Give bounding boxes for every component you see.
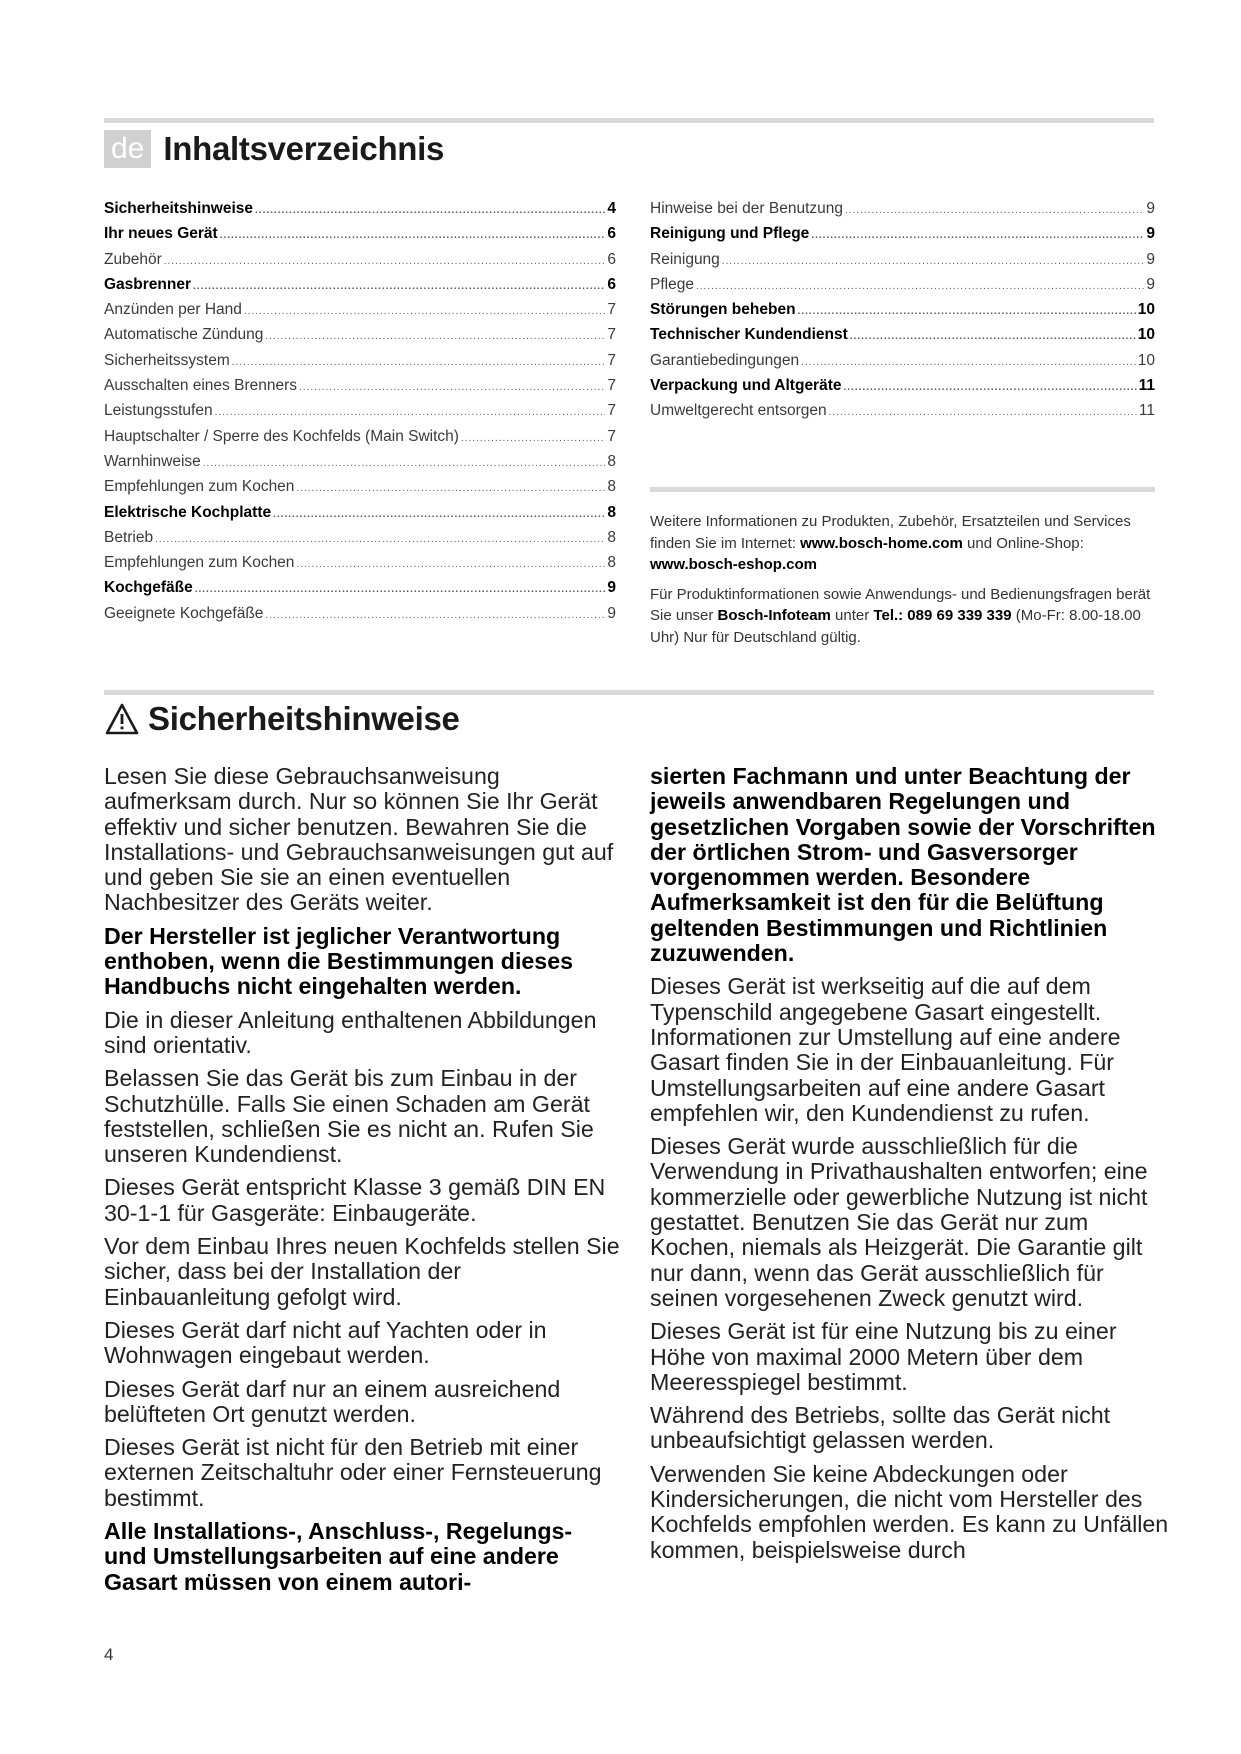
toc-leader-dots [155, 527, 605, 550]
toc-entry[interactable] [104, 550, 616, 575]
toc-leader-dots [164, 249, 606, 272]
toc-entry-label: Kochgefäße [104, 579, 193, 597]
toc-header [104, 128, 444, 170]
safety-paragraph: Vor dem Einbau Ihres neuen Kochfelds stellen Sie sicher, dass bei der Installation der Einbauanleitung gefolgt wird. [104, 1233, 620, 1310]
toc-entry-page: 8 [607, 503, 616, 521]
toc-leader-dots [203, 451, 606, 474]
toc-entry[interactable] [104, 424, 616, 449]
info-online: Weitere Informationen zu Produkten, Zubehör, Ersatzteilen und Services finden Sie im Internet: www.bosch-home.com und Online-Shop: www.bosch-eshop.com [650, 513, 1131, 573]
toc-leader-dots [232, 350, 606, 373]
toc-entry-label: Leistungsstufen [104, 402, 213, 420]
section-divider [104, 690, 1154, 695]
safety-paragraph: Dieses Gerät ist für eine Nutzung bis zu einer Höhe von maximal 2000 Metern über dem Meeresspiegel bestimmt. [650, 1318, 1117, 1395]
toc-entry-label: Reinigung und Pflege [650, 225, 810, 243]
toc-entry-label: Betrieb [104, 528, 154, 546]
toc-entry-page: 10 [1137, 301, 1155, 319]
toc-leader-dots [255, 198, 605, 221]
toc-entry-label: Ihr neues Gerät [104, 225, 218, 243]
toc-entry[interactable] [104, 525, 616, 550]
toc-entry[interactable] [104, 348, 616, 373]
toc-entry-page: 4 [607, 200, 616, 217]
toc-entry-label: Hauptschalter / Sperre des Kochfelds (Main Switch) [104, 427, 459, 445]
toc-leader-dots [461, 426, 605, 449]
toc-entry-label: Reinigung [650, 250, 720, 268]
toc-entry[interactable] [650, 398, 1155, 423]
toc-entry[interactable] [650, 196, 1155, 221]
toc-leader-dots [273, 502, 605, 525]
toc-leader-dots [845, 198, 1144, 221]
toc-entry-label: Gasbrenner [104, 275, 192, 293]
toc-entry[interactable] [650, 373, 1155, 398]
safety-paragraph: Dieses Gerät ist werkseitig auf die auf dem Typenschild angegebene Gasart eingestellt. Informationen zur Umstellung auf eine andere Gasart finden Sie in der Einbauanleitung. Für Umstellungsarbeiten auf eine andere Gasart empfehlen wir, den Kundendienst zu rufen. [650, 973, 1121, 1126]
safety-paragraph: Lesen Sie diese Gebrauchsanweisung aufmerksam durch. Nur so können Sie Ihr Gerät effektiv und sicher benutzen. Bewahren Sie die Installations- und Gebrauchsanweisungen gut auf und geben Sie sie an einen eventuellen Nachbesitzer des Geräts weiter. [104, 763, 614, 916]
toc-entry-page: 11 [1138, 402, 1155, 420]
toc-entry-label: Warnhinweise [104, 452, 201, 470]
toc-entry[interactable] [650, 297, 1155, 322]
toc-left-column [104, 196, 616, 626]
toc-entry-label: Pflege [650, 275, 694, 293]
toc-entry-label: Automatische Zündung [104, 326, 264, 344]
toc-entry[interactable] [104, 196, 616, 221]
safety-paragraph: Dieses Gerät darf nur an einem ausreichend belüfteten Ort genutzt werden. [104, 1375, 561, 1427]
safety-title: Sicherheitshinweise [148, 700, 460, 737]
toc-leader-dots [801, 350, 1136, 373]
toc-leader-dots [215, 400, 606, 423]
safety-header [104, 697, 460, 741]
toc-leader-dots [265, 603, 605, 626]
toc-entry-label: Garantiebedingungen [650, 351, 800, 369]
toc-leader-dots [696, 274, 1144, 297]
toc-entry[interactable] [104, 247, 616, 272]
safety-paragraph: Alle Installations-, Anschluss-, Regelungs- und Umstellungsarbeiten auf eine andere Gasart müssen von einem autori- [104, 1518, 573, 1595]
toc-entry-page: 7 [607, 351, 616, 369]
toc-leader-dots [244, 299, 605, 322]
toc-entry-page: 9 [1146, 275, 1155, 293]
toc-entry-page: 7 [607, 301, 616, 319]
toc-entry-page: 10 [1137, 326, 1155, 344]
toc-entry[interactable] [104, 449, 616, 474]
safety-paragraph: Der Hersteller ist jeglicher Verantwortung enthoben, wenn die Bestimmungen dieses Handbuchs nicht eingehalten werden. [104, 922, 573, 1000]
toc-entry[interactable] [104, 500, 616, 525]
phone-number: Tel.: 089 69 339 339 [873, 607, 1012, 624]
toc-entry[interactable] [104, 297, 616, 322]
toc-entry-label: Sicherheitssystem [104, 351, 230, 369]
toc-entry[interactable] [104, 575, 616, 600]
toc-entry-page: 10 [1137, 351, 1155, 369]
toc-leader-dots [722, 249, 1145, 272]
toc-entry[interactable] [104, 373, 616, 398]
safety-paragraph: Die in dieser Anleitung enthaltenen Abbildungen sind orientativ. [104, 1006, 597, 1058]
safety-paragraph: sierten Fachmann und unter Beachtung der jeweils anwendbaren Regelungen und gesetzlichen Vorgaben sowie der Vorschriften der örtlichen Strom- und Gasversorger vorgenommen werden. Besondere Aufmerksamkeit ist den für die Belüftung geltenden Bestimmungen und Richtlinien zuzuwenden. [650, 763, 1156, 967]
safety-right-column [650, 764, 1170, 1571]
toc-entry-label: Empfehlungen zum Kochen [104, 554, 295, 572]
safety-paragraph: Dieses Gerät ist nicht für den Betrieb mit einer externen Zeitschaltuhr oder einer Fernsteuerung bestimmt. [104, 1434, 602, 1511]
warning-triangle-icon [104, 702, 140, 736]
toc-right-column [650, 196, 1155, 424]
toc-entry[interactable] [650, 272, 1155, 297]
toc-entry-page: 7 [607, 427, 616, 445]
toc-leader-dots [798, 299, 1136, 322]
toc-entry-page: 7 [607, 377, 616, 395]
toc-entry-label: Technischer Kundendienst [650, 326, 848, 344]
eshop-link[interactable]: www.bosch-eshop.com [650, 556, 817, 573]
toc-entry-label: Geeignete Kochgefäße [104, 604, 264, 622]
safety-paragraph: Dieses Gerät wurde ausschließlich für die Verwendung in Privathaushalten entworfen; eine kommerzielle oder gewerbliche Nutzung ist nicht gestattet. Benutzen Sie das Gerät nur zum Kochen, niemals als Heizgerät. Die Garantie gilt nur dann, wenn das Gerät ausschließlich für seinen vorgesehenen Zweck genutzt wird. [650, 1133, 1148, 1311]
toc-entry-page: 9 [1146, 225, 1155, 243]
toc-entry[interactable] [104, 221, 616, 246]
toc-entry[interactable] [650, 322, 1155, 347]
toc-title: Inhaltsverzeichnis [163, 130, 445, 167]
toc-leader-dots [265, 324, 605, 347]
safety-paragraph: Dieses Gerät darf nicht auf Yachten oder in Wohnwagen eingebaut werden. [104, 1316, 547, 1369]
toc-leader-dots [299, 375, 605, 398]
safety-paragraph: Während des Betriebs, sollte das Gerät nicht unbeaufsichtigt gelassen werden. [650, 1402, 1111, 1454]
toc-entry-label: Ausschalten eines Brenners [104, 377, 298, 395]
toc-entry[interactable] [650, 221, 1155, 246]
toc-entry-page: 9 [1146, 200, 1155, 217]
toc-entry-page: 7 [607, 326, 616, 344]
toc-entry-page: 6 [607, 275, 616, 293]
website-link[interactable]: www.bosch-home.com [800, 534, 963, 552]
safety-left-column [104, 764, 620, 1603]
toc-entry-label: Elektrische Kochplatte [104, 503, 272, 521]
language-badge: de [104, 130, 151, 168]
toc-entry-label: Umweltgerecht entsorgen [650, 402, 827, 420]
info-divider [650, 487, 1155, 492]
toc-entry[interactable] [104, 322, 616, 347]
toc-leader-dots [829, 400, 1137, 423]
toc-entry-label: Hinweise bei der Benutzung [650, 200, 844, 217]
toc-leader-dots [193, 274, 605, 297]
page-number: 4 [104, 1645, 114, 1664]
toc-entry-label: Verpackung und Altgeräte [650, 377, 842, 395]
toc-entry-page: 9 [1146, 250, 1155, 268]
toc-entry-page: 8 [607, 554, 616, 572]
toc-entry-page: 11 [1138, 377, 1155, 395]
toc-leader-dots [296, 476, 605, 499]
toc-leader-dots [844, 375, 1137, 398]
toc-leader-dots [220, 223, 606, 246]
toc-entry[interactable] [650, 247, 1155, 272]
toc-entry[interactable] [650, 348, 1155, 373]
toc-entry-label: Zubehör [104, 250, 162, 268]
toc-entry-page: 9 [607, 604, 616, 622]
safety-paragraph: Belassen Sie das Gerät bis zum Einbau in der Schutzhülle. Falls Sie einen Schaden am Gerät feststellen, schließen Sie es nicht an. Rufen Sie unseren Kundendienst. [104, 1065, 594, 1168]
toc-entry-page: 6 [607, 225, 616, 243]
toc-entry-label: Sicherheitshinweise [104, 200, 254, 217]
top-divider [104, 118, 1154, 123]
toc-entry-page: 8 [607, 452, 616, 470]
toc-entry-page: 6 [607, 250, 616, 268]
toc-entry-page: 9 [607, 579, 616, 597]
toc-entry-page: 7 [607, 402, 616, 420]
toc-leader-dots [195, 577, 606, 600]
info-hotline: Für Produktinformationen sowie Anwendungs- und Bedienungsfragen berät Sie unser Bosch-Infoteam unter Tel.: 089 69 339 339 (Mo-Fr: 8.00-18.00 Uhr) Nur für Deutschland gültig. [650, 585, 1151, 646]
toc-entry[interactable] [104, 398, 616, 423]
toc-entry[interactable] [104, 272, 616, 297]
toc-entry[interactable] [104, 474, 616, 499]
toc-leader-dots [850, 324, 1136, 347]
safety-paragraph: Dieses Gerät entspricht Klasse 3 gemäß DIN EN 30-1-1 für Gasgeräte: Einbaugeräte. [104, 1174, 606, 1226]
safety-paragraph: Verwenden Sie keine Abdeckungen oder Kindersicherungen, die nicht vom Hersteller des Kochfelds empfohlen werden. Es kann zu Unfällen kommen, beispielsweise durch [650, 1460, 1169, 1563]
toc-entry-label: Störungen beheben [650, 301, 796, 319]
toc-entry-label: Anzünden per Hand [104, 301, 242, 319]
info-block [650, 511, 1165, 656]
toc-entry-page: 8 [607, 528, 616, 546]
toc-entry[interactable] [104, 601, 616, 626]
toc-entry-label: Empfehlungen zum Kochen [104, 478, 295, 496]
toc-leader-dots [296, 552, 605, 575]
infoteam-name: Bosch-Infoteam [717, 607, 831, 624]
toc-leader-dots [811, 223, 1144, 246]
toc-entry-page: 8 [607, 478, 616, 496]
